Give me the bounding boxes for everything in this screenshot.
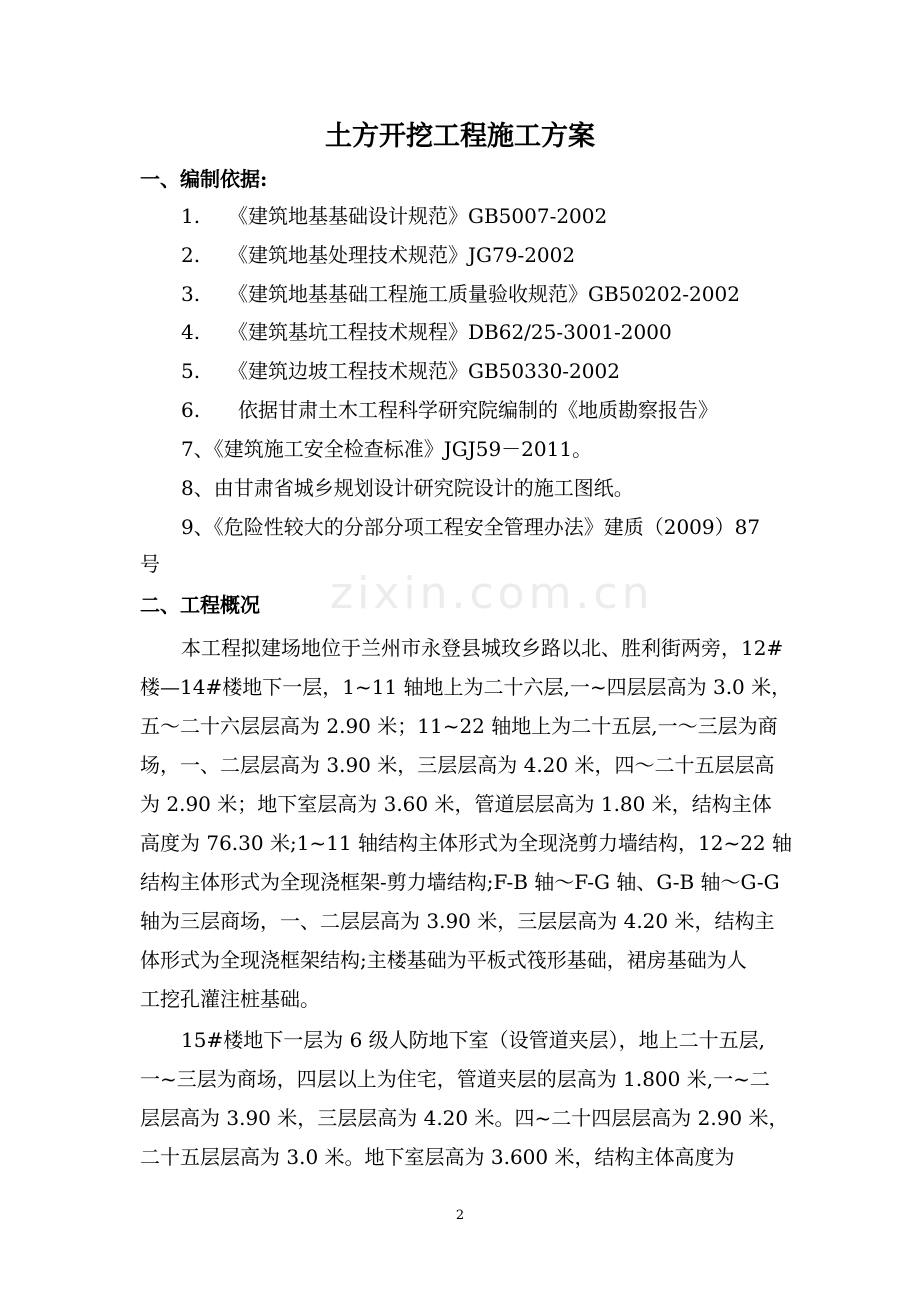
list-item: 7、《建筑施工安全检查标准》JGJ59－2011。 [181,437,593,461]
list-item: 依据甘肃土木工程科学研究院编制的《地质勘察报告》 [238,398,718,422]
list-item: 《建筑地基基础设计规范》GB5007-2002 [228,204,608,228]
paragraph-line: 本工程拟建场地位于兰州市永登县城玫乡路以北、胜利街两旁，12# [181,636,784,660]
document-title: 土方开挖工程施工方案 [325,121,595,152]
paragraph-line: 一~三层为商场，四层以上为住宅，管道夹层的层高为 1.800 米,一~二 [140,1067,770,1091]
list-item-number: 2. [181,243,201,267]
paragraph-line: 高度为 76.30 米;1~11 轴结构主体形式为全现浇剪力墙结构，12~22 轴 [140,831,793,855]
list-item-number: 5. [181,359,201,383]
list-item-continuation: 号 [140,552,160,576]
list-item: 《建筑地基基础工程施工质量验收规范》GB50202-2002 [228,282,740,306]
paragraph-line: 15#楼地下一层为 6 级人防地下室（设管道夹层），地上二十五层, [181,1028,766,1052]
paragraph-line: 楼—14#楼地下一层，1~11 轴地上为二十六层,一~四层层高为 3.0 米， [140,675,792,699]
list-item: 8、由甘肃省城乡规划设计研究院设计的施工图纸。 [181,476,634,500]
watermark: zixin.com.cn [330,568,654,619]
list-item: 《建筑地基处理技术规范》JG79-2002 [228,243,576,267]
paragraph-line: 结构主体形式为全现浇框架-剪力墙结构;F-B 轴～F-G 轴、G-B 轴～G-G [140,870,780,894]
list-item-number: 6. [181,398,201,422]
list-item: 9、《危险性较大的分部分项工程安全管理办法》建质（2009）87 [181,515,761,539]
paragraph-line: 工挖孔灌注桩基础。 [140,987,320,1011]
list-item: 《建筑边坡工程技术规范》GB50330-2002 [228,359,620,383]
list-item: 《建筑基坑工程技术规程》DB62/25-3001-2000 [228,320,672,344]
list-item-number: 1. [181,204,201,228]
paragraph-line: 为 2.90 米；地下室层高为 3.60 米，管道层层高为 1.80 米，结构主体 [140,792,772,816]
section-heading-basis: 一、编制依据: [140,167,268,191]
paragraph-line: 场，一、二层层高为 3.90 米，三层层高为 4.20 米，四～二十五层层高 [140,753,775,777]
paragraph-line: 体形式为全现浇框架结构;主楼基础为平板式筏形基础，裙房基础为人 [140,948,747,972]
paragraph-line: 轴为三层商场，一、二层层高为 3.90 米，三层层高为 4.20 米，结构主 [140,909,775,933]
list-item-number: 3. [181,282,201,306]
paragraph-line: 层层高为 3.90 米，三层层高为 4.20 米。四~二十四层层高为 2.90 米， [140,1106,789,1130]
page-number: 2 [455,1208,465,1223]
paragraph-line: 二十五层层高为 3.0 米。地下室层高为 3.600 米，结构主体高度为 [140,1145,735,1169]
paragraph-line: 五～二十六层层高为 2.90 米；11~22 轴地上为二十五层,一～三层为商 [140,714,778,738]
section-heading-overview: 二、工程概况 [140,593,260,617]
list-item-number: 4. [181,320,201,344]
